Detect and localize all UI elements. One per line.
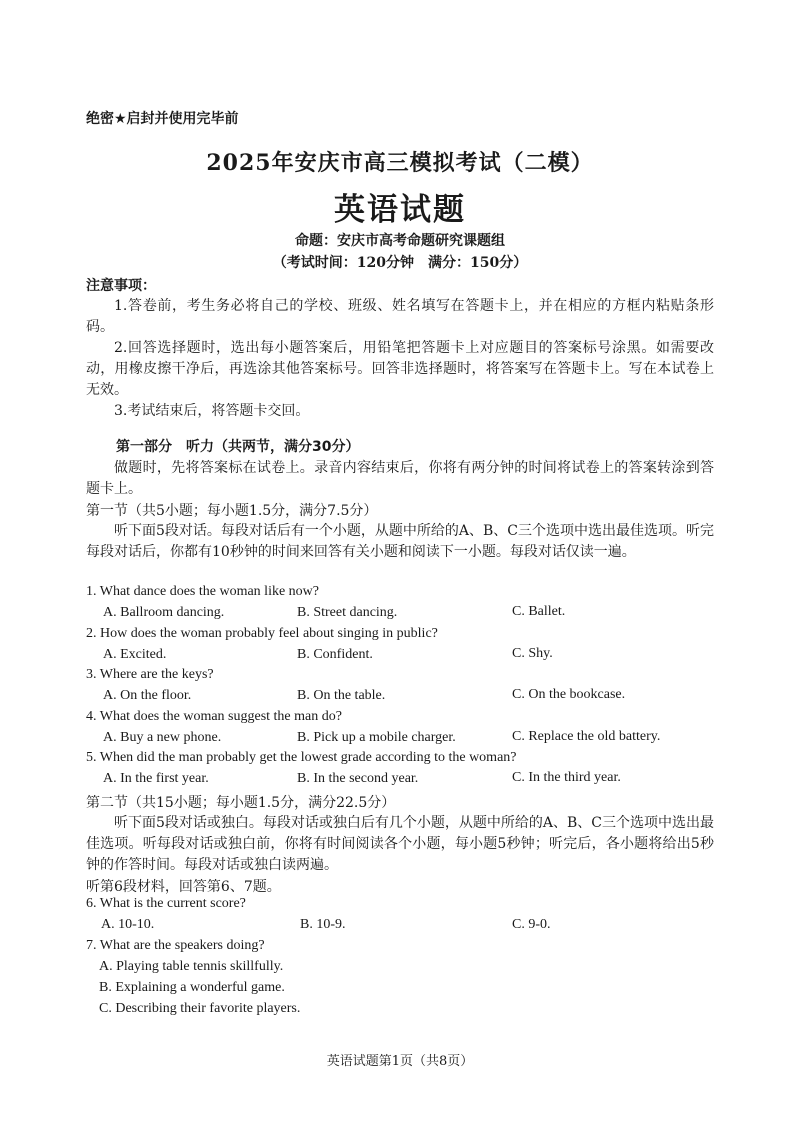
option-c: C. In the third year. — [512, 770, 621, 785]
section2-heading: 第二节（共15小题；每小题1.5分，满分22.5分） — [86, 795, 396, 811]
question-stem: 2. How does the woman probably feel about singing in public? — [86, 626, 438, 641]
option-a: A. Playing table tennis skillfully. — [99, 959, 284, 974]
section1-instructions: 听下面5段对话。每段对话后有一个小题，从题中所给的A、B、C三个选项中选出最佳选项。听完每段对话后，你都有10秒钟的时间来回答有关小题和阅读下一小题。每段对话仅读一遍。 — [86, 523, 715, 560]
question-stem: 5. When did the man probably get the lowest grade according to the woman? — [86, 750, 517, 765]
option-b: B. In the second year. — [297, 771, 419, 786]
part1-heading: 第一部分 听力（共两节，满分30分） — [116, 439, 360, 455]
option-a: A. In the first year. — [103, 771, 209, 786]
option-c: C. Shy. — [512, 646, 553, 661]
confidential-notice: 绝密★启封并使用完毕前 — [86, 111, 239, 127]
option-a: A. 10-10. — [101, 917, 155, 932]
option-a: A. Excited. — [103, 647, 167, 662]
option-c: C. On the bookcase. — [512, 687, 626, 702]
option-b: B. Pick up a mobile charger. — [297, 730, 456, 745]
question-stem: 4. What does the woman suggest the man do? — [86, 709, 342, 724]
question-stem: 1. What dance does the woman like now? — [86, 584, 320, 599]
question-stem: 3. Where are the keys? — [86, 667, 214, 682]
option-a: A. On the floor. — [103, 688, 192, 703]
material-note: 听第6段材料，回答第6、7题。 — [86, 879, 281, 895]
option-a: A. Buy a new phone. — [103, 730, 222, 745]
option-c: C. 9-0. — [512, 917, 551, 932]
note-item-3: 3.考试结束后，将答题卡交回。 — [114, 403, 310, 419]
part1-intro: 做题时，先将答案标在试卷上。录音内容结束后，你将有两分钟的时间将试卷上的答案转涂到答题卡上。 — [86, 460, 714, 497]
option-b: B. On the table. — [297, 688, 386, 703]
option-a: A. Ballroom dancing. — [103, 605, 225, 620]
page-footer: 英语试题第1页（共8页） — [326, 1054, 474, 1069]
subject-title: 英语试题 — [334, 192, 466, 228]
section2-instructions: 听下面5段对话或独白。每段对话或独白后有几个小题，从题中所给的A、B、C三个选项中选出最佳选项。听每段对话或独白前，你将有时间阅读各个小题，每小题5秒钟；听完后，各小题将给出5秒钟的作答时间。每段对话或独白读两遍。 — [86, 815, 715, 873]
note-item-2: 2.回答选择题时，选出每小题答案后，用铅笔把答题卡上对应题目的答案标号涂黑。如需要改动，用橡皮擦干净后，再选涂其他答案标号。回答非选择题时，将答案写在答题卡上。写在本试卷上无效。 — [86, 340, 714, 398]
option-c: C. Describing their favorite players. — [99, 1001, 301, 1016]
exam-author: 命题：安庆市高考命题研究课题组 — [295, 233, 505, 249]
note-item-1: 1.答卷前，考生务必将自己的学校、班级、姓名填写在答题卡上，并在相应的方框内粘贴条形码。 — [86, 298, 714, 335]
option-b: B. 10-9. — [300, 917, 346, 932]
exam-title: 2025年安庆市高三模拟考试（二模） — [206, 150, 594, 176]
question-stem: 6. What is the current score? — [86, 896, 246, 911]
option-b: B. Street dancing. — [297, 605, 398, 620]
exam-duration: （考试时间：120分钟 满分：150分） — [272, 255, 528, 271]
option-b: B. Explaining a wonderful game. — [99, 980, 285, 995]
notes-heading: 注意事项： — [86, 278, 156, 294]
question-stem: 7. What are the speakers doing? — [86, 938, 265, 953]
option-c: C. Ballet. — [512, 604, 566, 619]
section1-heading: 第一节（共5小题；每小题1.5分，满分7.5分） — [86, 503, 378, 519]
option-b: B. Confident. — [297, 647, 373, 662]
option-c: C. Replace the old battery. — [512, 729, 661, 744]
